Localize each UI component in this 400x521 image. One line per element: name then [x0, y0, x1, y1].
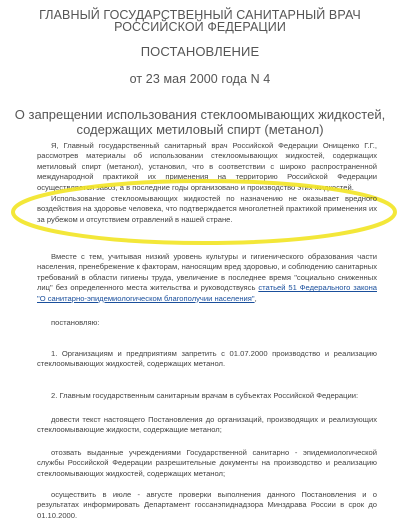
- decree-text: постановляю:: [51, 318, 100, 327]
- document-title: [0, 107, 400, 137]
- justification-end: ,: [254, 293, 257, 303]
- document-date-number: от 23 мая 2000 года N 4: [129, 72, 271, 86]
- paragraph-item-2a: [37, 415, 377, 436]
- item-2a-text: довести текст настоящего Постановления до организаций, производящих и реализующих стеклоомывающие жидкости, содержащие метанол;: [37, 415, 377, 435]
- header-line-2: РОССИЙСКОЙ ФЕДЕРАЦИИ: [114, 20, 286, 34]
- paragraph-item-2c: [37, 490, 377, 521]
- paragraph-item-2b: [37, 448, 377, 479]
- title-line-2: содержащих метиловый спирт (метанол): [76, 122, 324, 137]
- document-type: ПОСТАНОВЛЕНИЕ: [140, 44, 260, 59]
- paragraph-item-2: [37, 391, 377, 401]
- item-2b-text: отозвать выданные учреждениями Государственной санитарно - эпидемиологической службы Российской Федерации разрешительные документы на производство и реализацию стеклоомывающих жидкостей, содержащих метанол;: [37, 448, 377, 478]
- header-line-1: ГЛАВНЫЙ ГОСУДАРСТВЕННЫЙ САНИТАРНЫЙ ВРАЧ: [39, 8, 361, 22]
- paragraph-highlighted: [37, 194, 377, 225]
- item-1-text: 1. Организациям и предприятиям запретить с 01.07.2000 производство и реализацию стеклоомывающих жидкостей, содержащих метанол.: [37, 349, 377, 369]
- paragraph-decree: [37, 318, 377, 328]
- item-2-text: 2. Главным государственным санитарным врачам в субъектах Российской Федерации:: [51, 391, 359, 400]
- highlighted-text: Использование стеклоомывающих жидкостей по назначению не оказывает вредного воздействия на здоровье человека, что подтверждается многолетней практикой применения их за рубежом и отсутствием отравлений в нашей стране.: [37, 194, 377, 224]
- paragraph-justification: [37, 252, 377, 304]
- law-article-link[interactable]: статьей 51 Федерального закона "О санитарно-эпидемиологическом благополучии населения": [37, 283, 377, 303]
- paragraph-item-1: [37, 349, 377, 370]
- justification-text: Вместе с тем, учитывая низкий уровень культуры и гигиенического образования части населения, пренебрежение к факторам, наносящим вред здоровью, и соблюдению санитарных требований в области гигиены труда, увеличение в последнее время "социально сниженных лиц" без определенного места жительства и руководствуясь: [37, 252, 377, 293]
- title-line-1: О запрещении использования стеклоомывающих жидкостей,: [14, 107, 386, 122]
- preamble-text: Я, Главный государственный санитарный врач Российской Федерации Онищенко Г.Г., рассмотрев материалы об использовании стеклоомывающих жидкостей, содержащих метиловый спирт (метанол), установил, что в соответствии с широко распространенной международной практикой их применения на территорию Российской Федерации осуществляется завоз, а в последние годы организовано и производство этих жидкостей.: [37, 141, 377, 192]
- item-2c-text: осуществить в июле - августе проверки выполнения данного Постановления и о результатах информировать Департамент госсанэпиднадзора Минздрава России в срок до 01.10.2000.: [37, 490, 377, 520]
